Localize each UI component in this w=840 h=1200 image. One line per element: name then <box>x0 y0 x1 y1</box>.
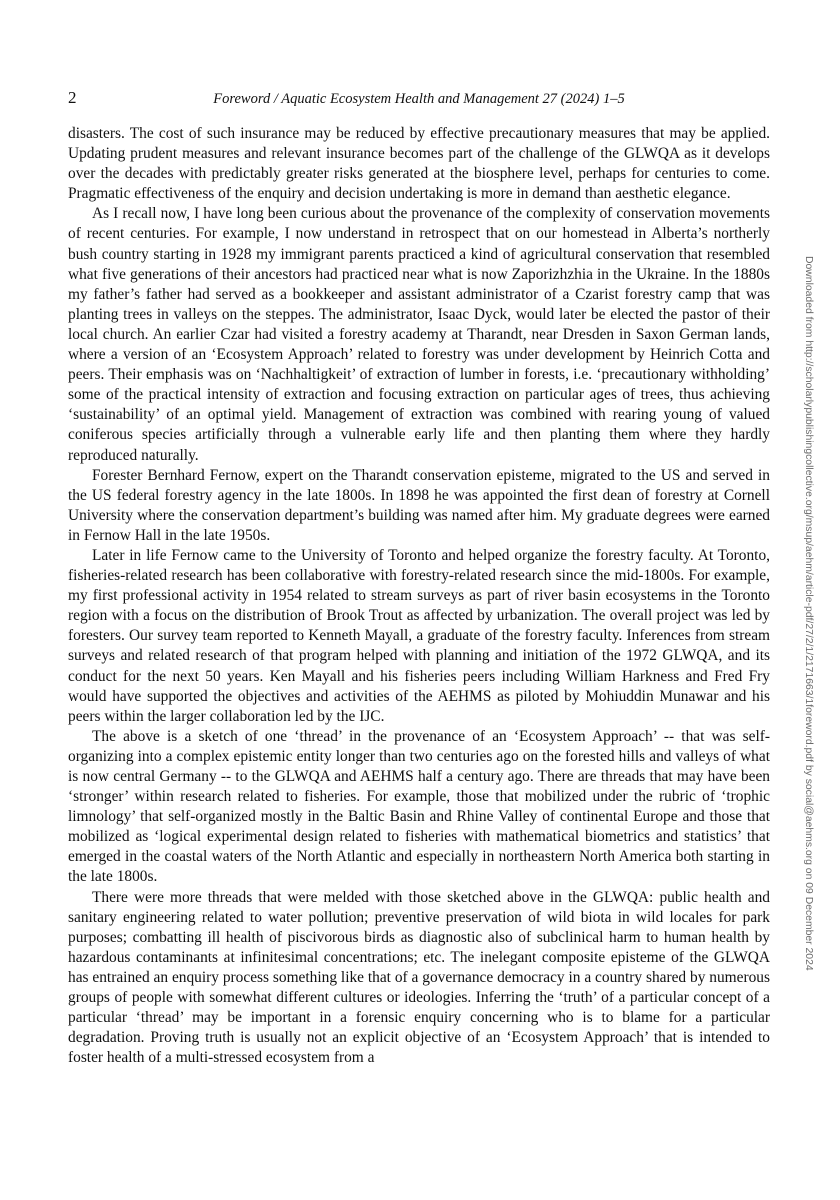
paragraph-more-threads: There were more threads that were melded with those sketched above in the GLWQA: public health and sanitary engineering related to water pollution; preventive preservation of wild biota in wild locales for park purposes; combatting ill health of piscivorous birds as diagnostic also of subclinical harm to human health by hazardous contaminants at infinitesimal concentrations; etc. The inelegant composite episteme of the GLWQA has entrained an enquiry process something like that of a governance democracy in a country shared by numerous groups of people with somewhat different cultures or ideologies. Inferring the ‘truth’ of a particular concept of a particular ‘thread’ may be important in a forensic enquiry concerning who is to blame for a particular degradation. Proving truth is usually not an explicit objective of an ‘Ecosystem Approach’ that is intended to foster health of a multi-stressed ecosystem from a <box>68 888 770 1067</box>
paragraph-fernow: Forester Bernhard Fernow, expert on the Tharandt conservation episteme, migrated to the US and served in the US federal forestry agency in the late 1800s. In 1898 he was appointed the first dean of forestry at Cornell University where the conservation department’s building was named after him. My graduate degrees were earned in Fernow Hall in the late 1950s. <box>68 466 770 544</box>
download-notice-text: Downloaded from http://scholarlypublishingcollective.org/msup/aehm/article-pdf/27/2/1/2171663/1foreword.pdf by social@aehms.org on 09 December 2024 <box>803 256 814 971</box>
page-number: 2 <box>68 88 77 107</box>
paragraph-provenance: As I recall now, I have long been curious about the provenance of the complexity of conservation movements of recent centuries. For example, I now understand in retrospect that on our homestead in Alberta’s northerly bush country starting in 1928 my immigrant parents practiced a kind of agricultural conservation that resembled what five generations of their ancestors had practiced near what is now Zaporizhzhia in the Ukraine. In the 1880s my father’s father had served as a bookkeeper and assistant administrator of a Czarist forestry camp that was planting trees in valleys on the steppes. The administrator, Isaac Dyck, would later be elected the pastor of their local church. An earlier Czar had visited a forestry academy at Tharandt, near Dresden in Saxon German lands, where a version of an ‘Ecosystem Approach’ related to forestry was under development by Heinrich Cotta and peers. Their emphasis was on ‘Nachhaltigkeit’ of extraction of lumber in forests, i.e. ‘precautionary withholding’ some of the practical intensity of extraction and focusing extraction on particular ages of trees, thus achieving ‘sustainability’ of an optimal yield. Management of extraction was combined with rearing young of valued coniferous species artificially through a vulnerable early life and then planting them where they hardly reproduced naturally. <box>68 205 770 464</box>
paragraph-toronto: Later in life Fernow came to the University of Toronto and helped organize the forestry faculty. At Toronto, fisheries-related research has been collaborative with forestry-related research since the mid-1800s. For example, my first professional activity in 1954 related to stream surveys as part of river basin ecosystems in the Toronto region with a focus on the distribution of Brook Trout as affected by urbanization. The overall project was led by foresters. Our survey team reported to Kenneth Mayall, a graduate of the forestry faculty. Inferences from stream surveys and related research of that program helped with planning and initiation of the 1972 GLWQA, and its conduct for the next 50 years. Ken Mayall and his fisheries peers including William Harkness and Fred Fry would have supported the objectives and activities of the AEHMS as piloted by Mohiuddin Munawar and his peers within the larger collaboration led by the IJC. <box>68 546 770 725</box>
page-header <box>68 88 770 112</box>
paragraph-continuation: disasters. The cost of such insurance may be reduced by effective precautionary measures that may be applied. Updating prudent measures and relevant insurance becomes part of the challenge of the GLWQA as it develops over the decades with predictably greater risks generated at the biosphere level, perhaps for centuries to come. Pragmatic effectiveness of the enquiry and decision undertaking is more in demand than aesthetic elegance. <box>68 125 770 203</box>
running-head: Foreword / Aquatic Ecosystem Health and Management 27 (2024) 1–5 <box>213 91 625 107</box>
paragraph-thread: The above is a sketch of one ‘thread’ in the provenance of an ‘Ecosystem Approach’ -- that was self-organizing into a complex epistemic entity longer than two centuries ago on the forested hills and valleys of what is now central Germany -- to the GLWQA and AEHMS half a century ago. There are threads that may have been ‘stronger’ within research related to fisheries. For example, those that mobilized under the rubric of ‘trophic limnology’ that self-organized mostly in the Baltic Basin and Rhine Valley of continental Europe and those that mobilized as ‘logical experimental design related to fisheries with mathematical biometrics and statistics’ that emerged in the coastal waters of the North Atlantic and especially in northeastern North America both starting in the late 1800s. <box>68 727 770 886</box>
download-notice <box>796 256 820 1026</box>
article-body <box>68 124 770 1068</box>
